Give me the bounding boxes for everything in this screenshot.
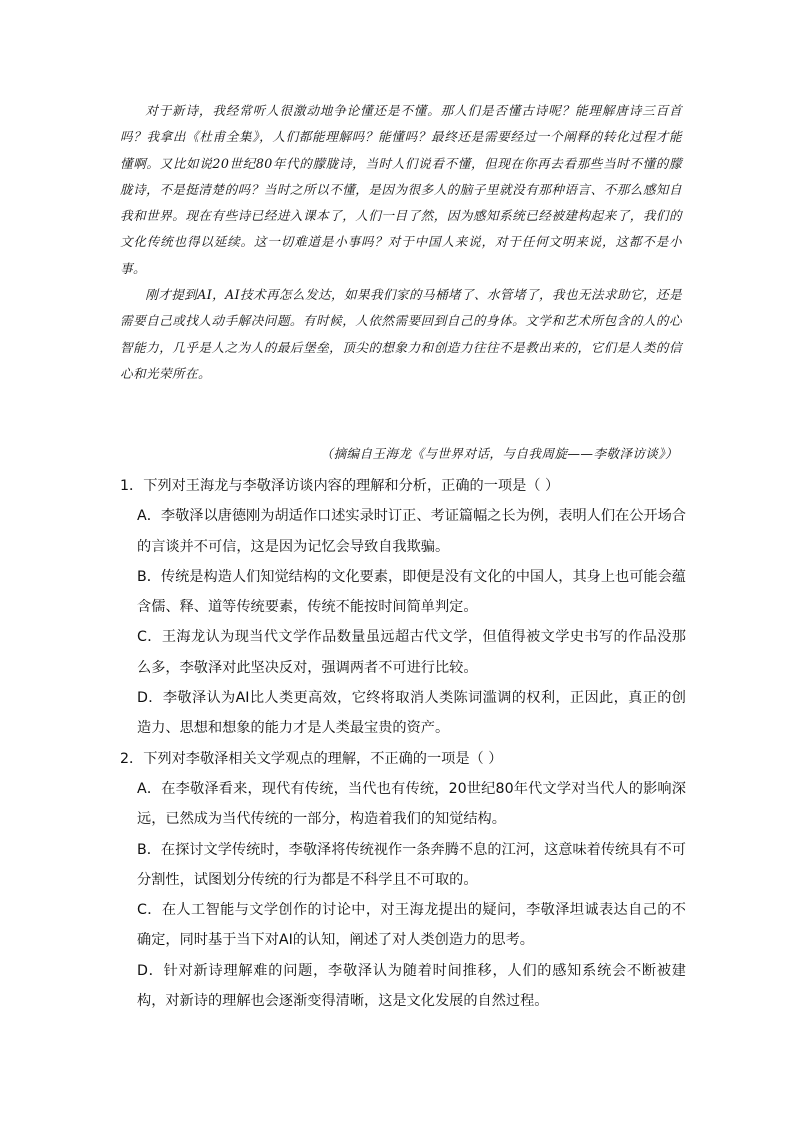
question-1 xyxy=(120,471,686,744)
option-c: C．在人工智能与文学创作的讨论中，对王海龙提出的疑问，李敬泽坦诚表达自己的不确定，同时基于当下对AI的认知，阐述了对人类创造力的思考。 xyxy=(137,902,686,949)
reading-passage xyxy=(120,98,682,387)
option-c: C．王海龙认为现当代文学作品数量虽远超古代文学，但值得被文学史书写的作品没那么多，李敬泽对此坚决反对，强调两者不可进行比较。 xyxy=(137,629,686,676)
option-d: D．李敬泽认为AI比人类更高效，它终将取消人类陈词滥调的权利，正因此，真正的创造力、思想和想象的能力才是人类最宝贵的资产。 xyxy=(137,690,686,737)
question-2 xyxy=(120,744,686,1017)
option-list xyxy=(120,774,686,1016)
option-a: A．在李敬泽看来，现代有传统，当代也有传统，20世纪80年代文学对当代人的影响深远，已然成为当代传统的一部分，构造着我们的知觉结构。 xyxy=(137,780,686,828)
question-stem: 2．下列对李敬泽相关文学观点的理解，不正确的一项是（ ） xyxy=(120,750,503,767)
option-d: D．针对新诗理解难的问题，李敬泽认为随着时间推移，人们的感知系统会不断被建构，对新诗的理解也会逐渐变得清晰，这是文化发展的自然过程。 xyxy=(137,962,686,1010)
passage-source: （摘编自王海龙《与世界对话，与自我周旋——李敬泽访谈》） xyxy=(320,446,678,461)
option-b: B．传统是构造人们知觉结构的文化要素，即便是没有文化的中国人，其身上也可能会蕴含儒、释、道等传统要素，传统不能按时间简单判定。 xyxy=(137,568,686,616)
question-stem: 1．下列对王海龙与李敬泽访谈内容的理解和分析，正确的一项是（ ） xyxy=(120,478,560,494)
question-list xyxy=(120,471,686,1016)
option-list xyxy=(120,501,686,743)
option-b: B．在探讨文学传统时，李敬泽将传统视作一条奔腾不息的江河，这意味着传统具有不可分割性，试图划分传统的行为都是不科学且不可取的。 xyxy=(137,841,686,888)
passage-paragraph: 刚才提到AI，AI技术再怎么发达，如果我们家的马桶堵了、水管堵了，我也无法求助它，还是需要自己或找人动手解决问题。有时候，人依然需要回到自己的身体。文学和艺术所包含的人的心智能力，几乎是人之为人的最后堡垒，顶尖的想象力和创造力往往不是教出来的，它们是人类的信心和光荣所在。 xyxy=(120,287,682,381)
option-a: A．李敬泽以唐德刚为胡适作口述实录时订正、考证篇幅之长为例，表明人们在公开场合的言谈并不可信，这是因为记忆会导致自我欺骗。 xyxy=(137,508,686,555)
passage-paragraph: 对于新诗，我经常听人很激动地争论懂还是不懂。那人们是否懂古诗呢？能理解唐诗三百首吗？我拿出《杜甫全集》，人们都能理解吗？能懂吗？最终还是需要经过一个阐释的转化过程才能懂啊。又比如说20世纪80年代的朦胧诗，当时人们说看不懂，但现在你再去看那些当时不懂的朦胧诗，不是挺清楚的吗？当时之所以不懂，是因为很多人的脑子里就没有那种语言、不那么感知自我和世界。现在有些诗已经进入课本了，人们一目了然，因为感知系统已经被建构起来了，我们的文化传统也得以延续。这一切难道是小事吗？对于中国人来说，对于任何文明来说，这都不是小事。 xyxy=(120,103,682,276)
